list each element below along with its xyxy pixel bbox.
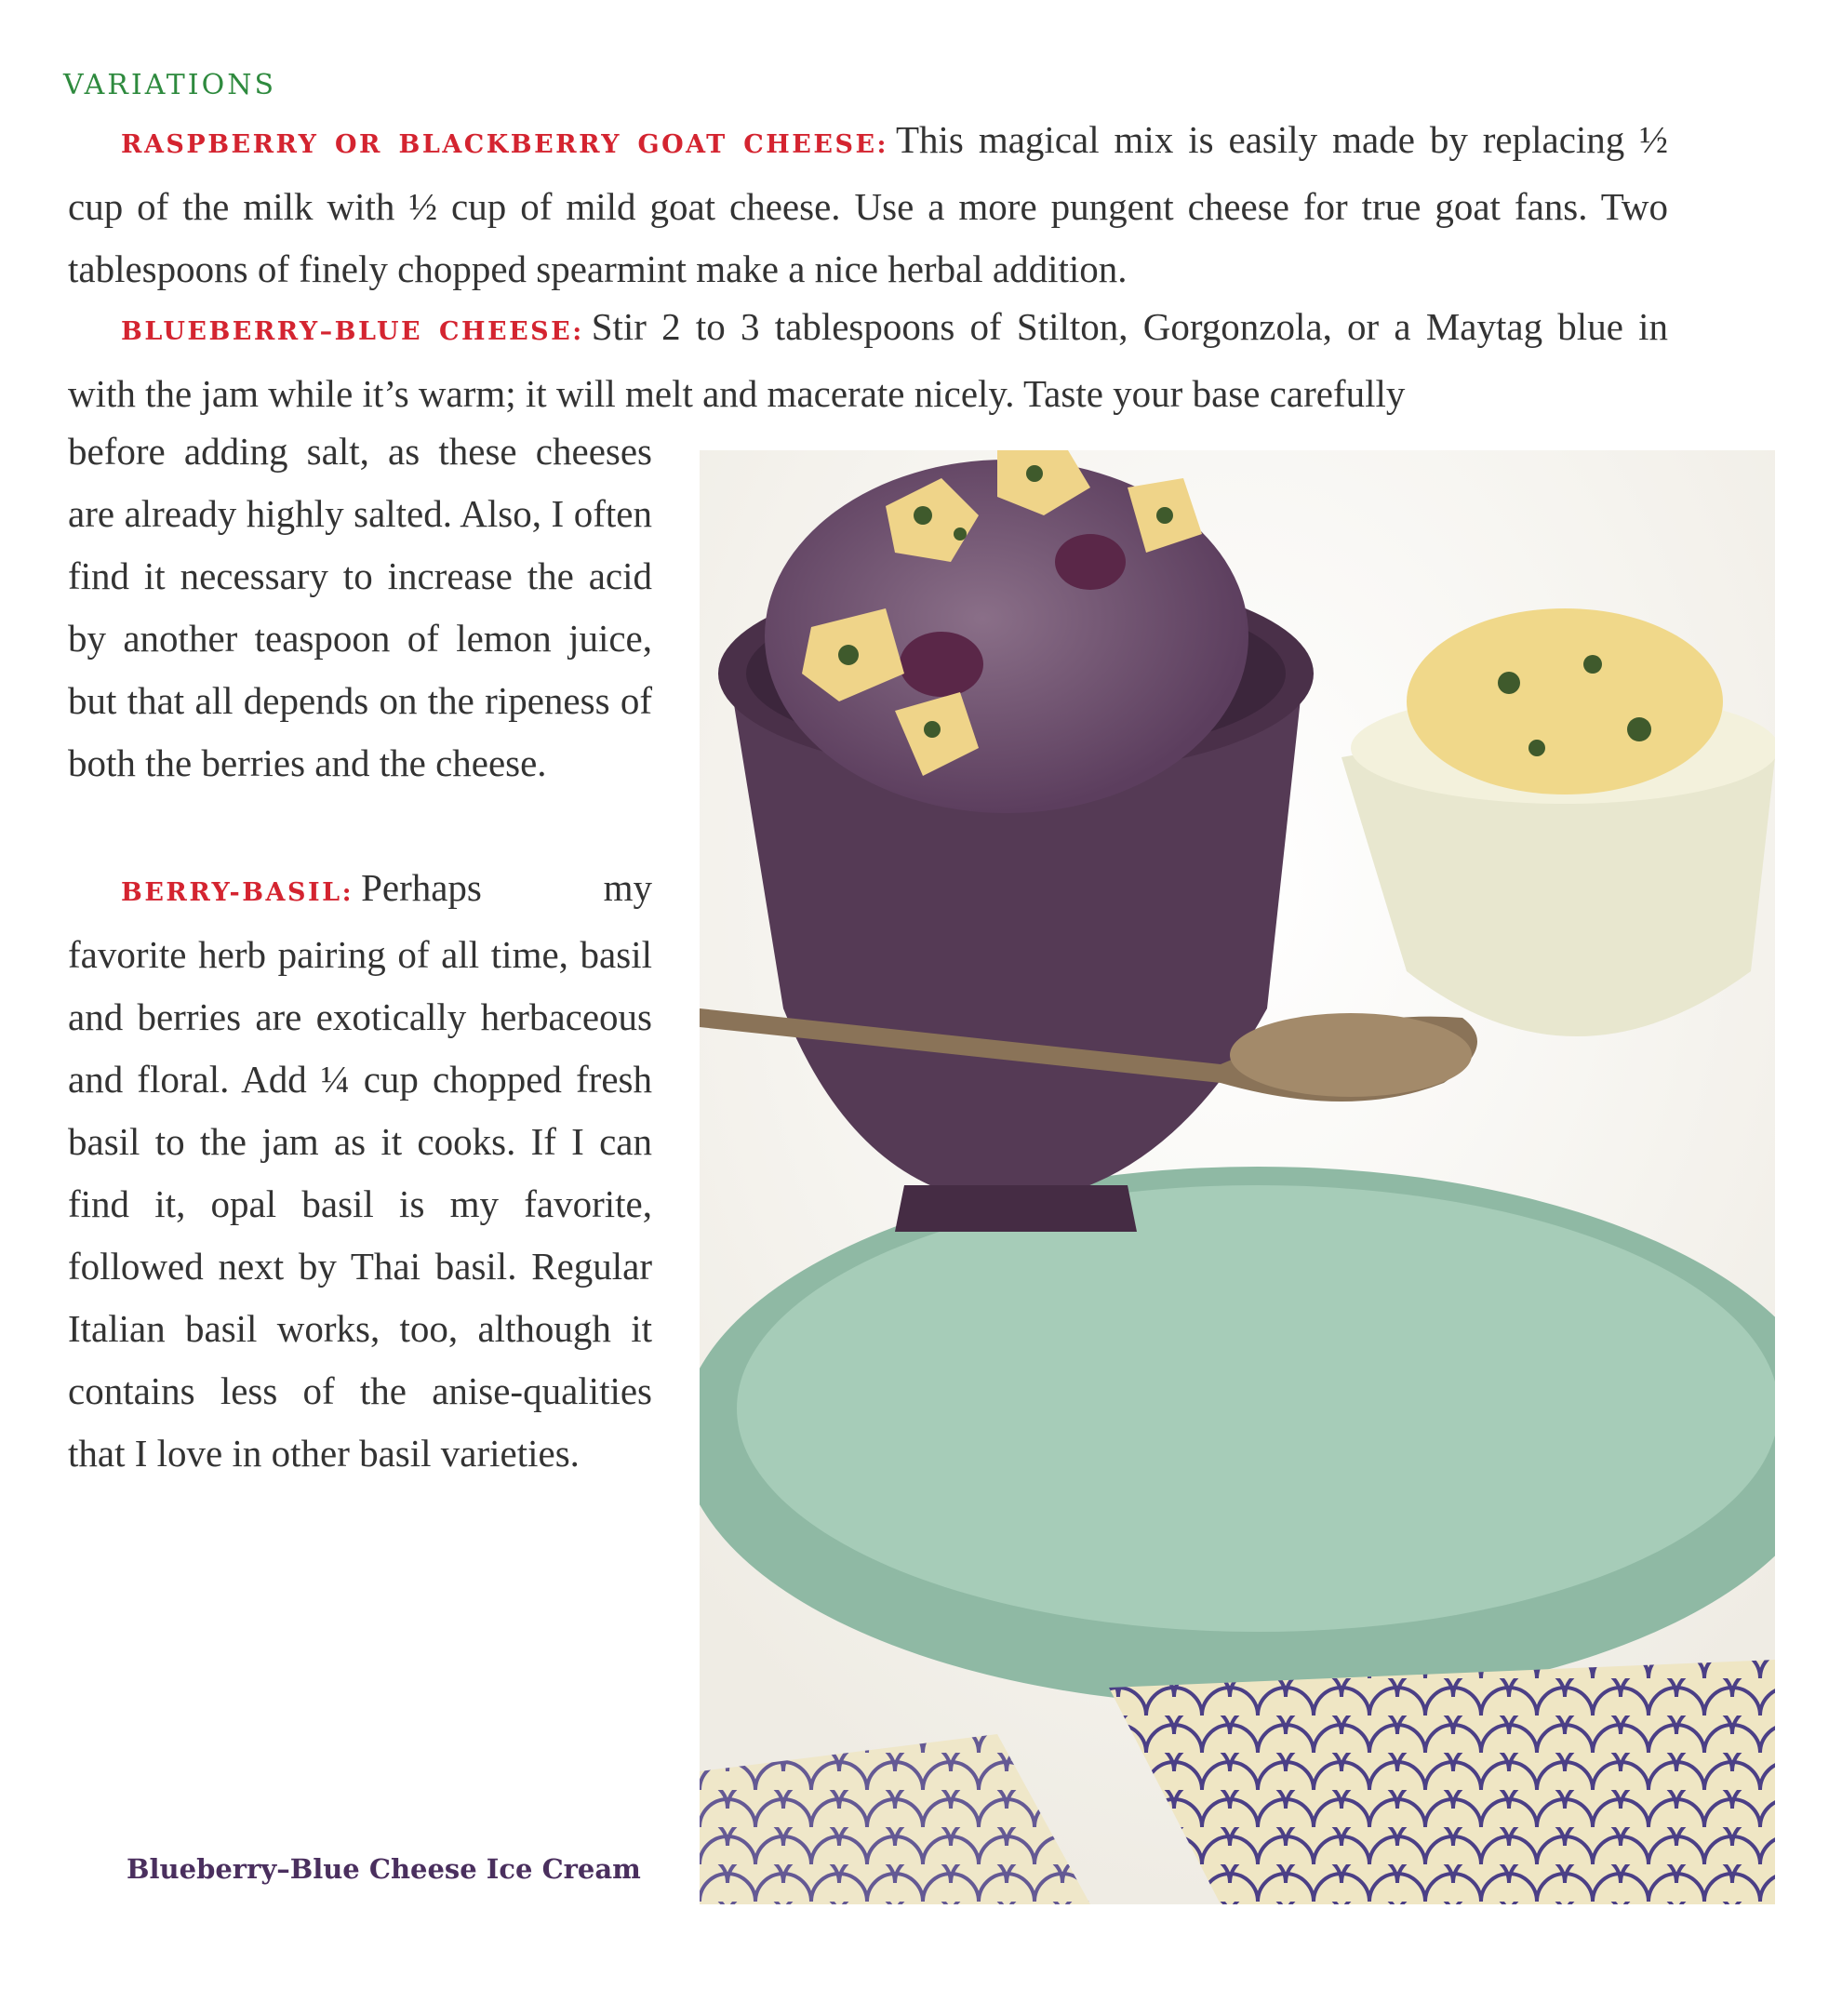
ice-cream-photo <box>700 450 1775 1904</box>
variation-text: Stir 2 to 3 tablespoons of Stilton, Gorgonzola, or a Maytag blue in with the jam while it’s warm; it will melt and macerate nicely. Taste your base carefully <box>68 305 1669 415</box>
variation-text: This magical mix is easily made by replacing ½ cup of the milk with ½ cup of mild goat cheese. Use a more pungent cheese for true goat fans. Two tablespoons of finely chopped spearmint make a nice herbal addition. <box>68 118 1668 290</box>
variation-berry-basil <box>68 857 652 1485</box>
variation-heading: RASPBERRY OR BLACKBERRY GOAT CHEESE: <box>121 130 888 159</box>
variation-blueberry-blue-cheese <box>68 296 1668 425</box>
section-label: VARIATIONS <box>63 69 277 101</box>
variation-text-continued: before adding salt, as these cheeses are already highly salted. Also, I often find it necessary to increase the acid by another teaspoon of lemon juice, but that all depends on the ripeness of both the berries and the cheese. <box>68 430 652 784</box>
variation-raspberry-goat-cheese <box>68 109 1668 300</box>
variation-heading: BERRY-BASIL: <box>121 878 354 907</box>
variation-heading: BLUEBERRY–BLUE CHEESE: <box>121 317 584 346</box>
variation-text: Perhaps my favorite herb pairing of all time, basil and berries are exotically herbaceous and floral. Add ¼ cup chopped fresh basil to the jam as it cooks. If I can find it, opal basil is my favorite, followed next by Thai basil. Regular Italian basil works, too, although it contains less of the anise-qualities that I love in other basil varieties. <box>68 866 652 1475</box>
photo-caption: Blueberry–Blue Cheese Ice Cream <box>127 1853 641 1885</box>
